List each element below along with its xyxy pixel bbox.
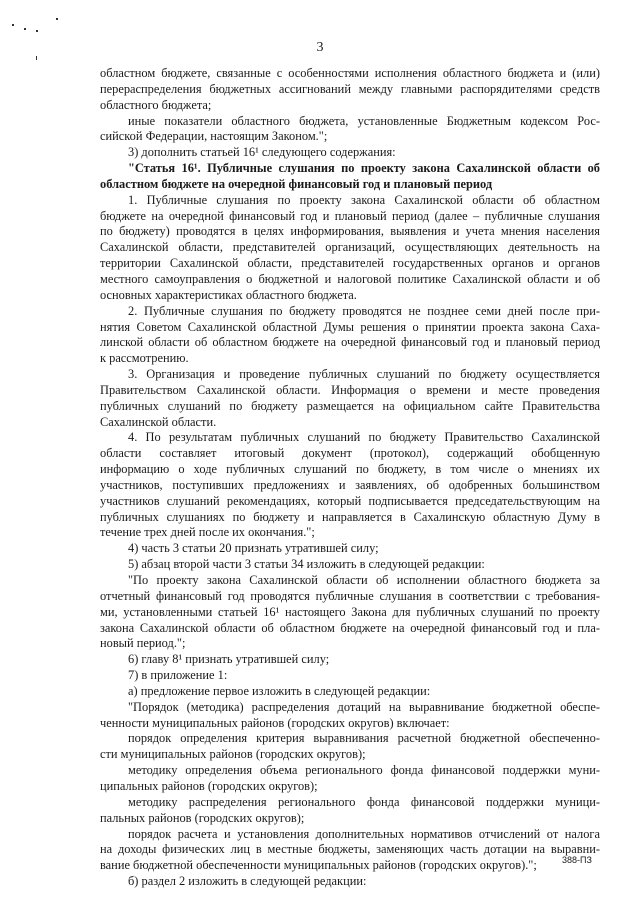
text-line: пальных районов (городских округов); <box>100 810 305 825</box>
text-line: перераспределения бюджетных ассигнований между главными распорядителями средств <box>100 81 600 96</box>
text-line: публичных слушаний по бюджету размещается на официальном сайте Правительства <box>100 398 600 413</box>
text-line: Правительством Сахалинской области. Информация о времени и месте проведения <box>100 382 600 397</box>
text-line: Сахалинской области. <box>100 414 217 429</box>
text-line: Сахалинской области, представителей организаций, осуществляющих деятельность на <box>100 240 600 255</box>
text-line: нятия Советом Сахалинской областной Думы решения о принятии проекта закона Саха- <box>100 319 600 334</box>
text-line: методику определения объема регионального фонда финансовой поддержки муни- <box>128 763 600 778</box>
document-code: 388-ПЗ <box>562 855 592 865</box>
text-line: отчетный финансовый год проводятся публичные слушания в соответствии с требования- <box>100 588 600 603</box>
text-line: по бюджету) проводятся в целях информирования, выявления и учета мнения населения <box>100 224 600 239</box>
text-line: 4) часть 3 статьи 20 признать утратившей силу; <box>128 541 379 556</box>
text-line: сийской Федерации, настоящим Законом."; <box>100 129 328 144</box>
text-line: "Порядок (методика) распределения дотаций на выравнивание бюджетной обеспе- <box>128 699 600 714</box>
text-line: информацию о ходе публичных слушаний по бюджету, в том числе о мнениях их <box>100 462 600 477</box>
text-line: иные показатели областного бюджета, установленные Бюджетным кодексом Рос- <box>128 113 600 128</box>
text-line: ми, установленными статьей 16¹ настоящего Закона для публичных слушаний по проекту <box>100 604 600 619</box>
text-line: ченности муниципальных районов (городских округов) включает: <box>100 715 450 730</box>
text-line: публичных слушаниях по бюджету и направляется в Сахалинскую областную Думу в <box>100 509 600 524</box>
text-line: 3) дополнить статьей 16¹ следующего содержания: <box>128 145 396 160</box>
text-line: новый период."; <box>100 636 186 651</box>
text-line: на доходы физических лиц в местные бюджеты, заменяющих часть дотации на выравни- <box>100 842 600 857</box>
text-line: областном бюджете на очередной финансовый год и плановый период <box>100 176 493 191</box>
text-line: порядок определения критерия выравнивания расчетной бюджетной обеспеченно- <box>128 731 600 746</box>
scan-speck <box>24 28 26 30</box>
text-line: к рассмотрению. <box>100 351 189 366</box>
scan-speck <box>12 24 14 26</box>
text-line: методику распределения регионального фонда финансовой поддержки муници- <box>128 794 600 809</box>
text-line: участников слушаний рекомендациях, который подписывается председательствующим на <box>100 493 600 508</box>
document-body <box>100 66 600 890</box>
text-line: 1. Публичные слушания по проекту закона Сахалинской области об областном <box>128 192 600 207</box>
text-line: 4. По результатам публичных слушаний по бюджету Правительство Сахалинской <box>128 430 600 445</box>
text-line: областного бюджета; <box>100 97 212 112</box>
text-line: 7) в приложение 1: <box>128 668 228 683</box>
text-line: сти муниципальных районов (городских округов); <box>100 747 366 762</box>
scan-speck <box>36 30 38 32</box>
text-line: б) раздел 2 изложить в следующей редакции: <box>128 874 367 889</box>
page-number: 3 <box>316 40 324 55</box>
text-line: линской области об областном бюджете на очередной финансовый год и плановый период <box>100 335 600 350</box>
text-line: "Статья 16¹. Публичные слушания по проекту закона Сахалинской области об <box>128 161 600 176</box>
text-line: участников, поступивших предложениях и заявлениях, об одобренных большинством <box>100 477 600 492</box>
text-line: местного самоуправления о бюджетной и налоговой политике Сахалинской области и об <box>100 271 600 286</box>
text-line: ципальных районов (городских округов); <box>100 778 318 793</box>
text-line: вание бюджетной обеспеченности муниципальных районов (городских округов)."; <box>100 858 537 873</box>
text-line: "По проекту закона Сахалинской области об исполнении областного бюджета за <box>128 573 600 587</box>
scan-speck <box>36 56 37 60</box>
text-line: а) предложение первое изложить в следующей редакции: <box>128 683 431 698</box>
text-line: закона Сахалинской области об областном бюджете на очередной финансовый год и пла- <box>100 620 600 635</box>
text-line: 2. Публичные слушания по бюджету проводятся не позднее семи дней после при- <box>128 303 600 318</box>
text-line: области составляет итоговый документ (протокол), содержащий обобщенную <box>100 446 600 461</box>
text-line: территории Сахалинской области, представителей государственных органов и органов <box>100 256 600 271</box>
text-line: областном бюджете, связанные с особенностями исполнения областного бюджета и (или) <box>100 66 600 80</box>
text-line: 6) главу 8¹ признать утратившей силу; <box>128 652 330 667</box>
text-line: бюджете на очередной финансовый год и плановый период (далее – публичные слушания <box>100 208 600 223</box>
text-line: 3. Организация и проведение публичных слушаний по бюджету осуществляется <box>128 367 600 382</box>
text-line: 5) абзац второй части 3 статьи 34 изложить в следующей редакции: <box>128 557 485 572</box>
text-line: основных характеристиках областного бюджета. <box>100 287 357 302</box>
text-line: течение трех дней после их окончания."; <box>100 525 315 540</box>
scan-speck <box>56 18 58 20</box>
text-line: порядок расчета и установления дополнительных нормативов отчислений от налога <box>128 826 600 841</box>
